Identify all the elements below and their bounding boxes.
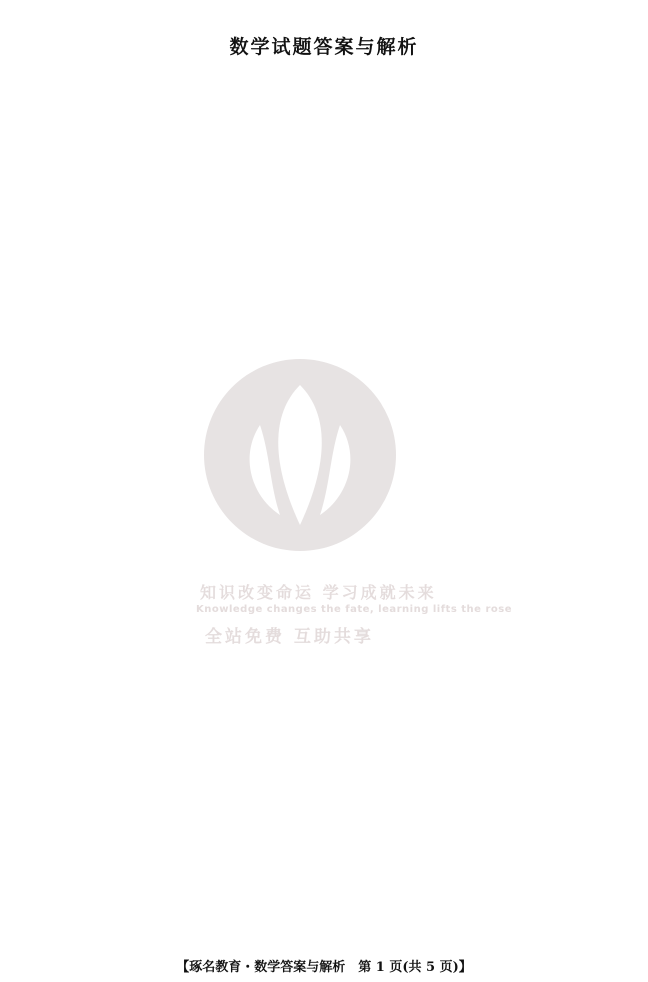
watermark-text-slogan: 全站免费 互助共享 <box>205 627 374 647</box>
watermark-logo-icon <box>200 355 400 555</box>
watermark-text-en: Knowledge changes the fate, learning lifts the rose <box>196 604 512 615</box>
watermark-text-cn: 知识改变命运 学习成就未来 <box>200 583 437 602</box>
page-footer: 【琢名教育・数学答案与解析 第 1 页(共 5 页)】 <box>176 960 472 975</box>
page-title: 数学试题答案与解析 <box>229 36 419 58</box>
